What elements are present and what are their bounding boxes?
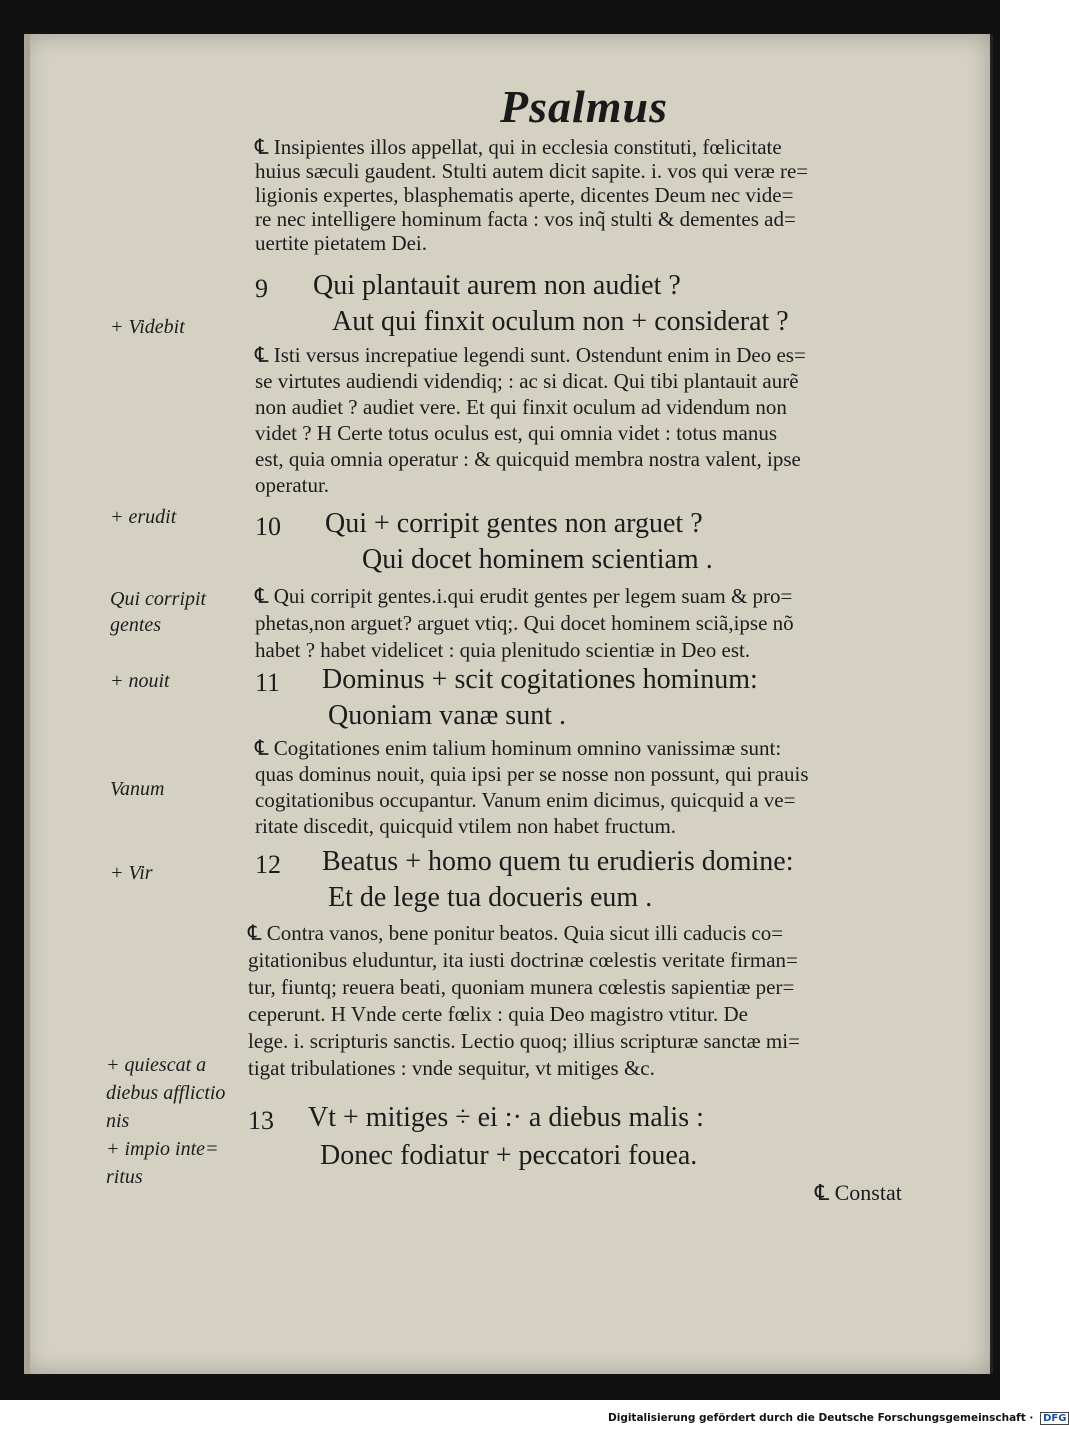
page-title: Psalmus	[500, 81, 669, 132]
commentary-line: ℄ Qui corripit gentes.i.qui erudit gentes per legem suam & pro=	[255, 584, 793, 608]
commentary-line: ℄ Isti versus increpatiue legendi sunt. Ostendunt enim in Deo es=	[255, 343, 806, 367]
verse-line: Dominus + scit cogitationes hominum:	[322, 664, 758, 695]
commentary-line: ritate discedit, quicquid vtilem non habet fructum.	[255, 814, 677, 838]
verse-line: Qui + corripit gentes non arguet ?	[325, 508, 703, 539]
margin-note: + impio inte=	[106, 1138, 219, 1160]
commentary-line: ℄ Contra vanos, bene ponitur beatos. Quia sicut illi caducis co=	[248, 921, 784, 945]
verse-number: 11	[255, 668, 281, 697]
commentary-line: phetas,non arguet? arguet vtiq;. Qui docet hominem sciã,ipse nõ	[255, 611, 794, 635]
commentary-line: se virtutes audiendi videndiq; : ac si dicat. Qui tibi plantauit aurẽ	[255, 369, 799, 393]
dfg-logo: DFG	[1040, 1412, 1069, 1425]
verse-number: 9	[255, 274, 268, 303]
margin-note: + Vir	[110, 862, 153, 884]
verse-line: Qui docet hominem scientiam .	[362, 544, 713, 575]
verse-line: Qui plantauit aurem non audiet ?	[313, 270, 681, 301]
margin-note: + nouit	[110, 670, 170, 692]
commentary-line: ℄ Insipientes illos appellat, qui in ecclesia constituti, fœlicitate	[255, 135, 782, 159]
credit-text: Digitalisierung gefördert durch die Deutsche Forschungsgemeinschaft ·	[608, 1412, 1034, 1424]
commentary-line: re nec intelligere hominum facta : vos inq̃ stulti & dementes ad=	[255, 207, 796, 231]
margin-note: + Videbit	[110, 316, 185, 338]
digitization-credit	[608, 1412, 1069, 1425]
margin-note: nis	[106, 1110, 130, 1132]
commentary-line: ℄ Cogitationes enim talium hominum omnino vanissimæ sunt:	[255, 736, 782, 760]
verse-number: 10	[255, 512, 281, 541]
verse-line: Aut qui finxit oculum non + considerat ?	[332, 306, 789, 337]
margin-note: Qui corripit	[110, 588, 207, 610]
commentary-line: videt ? H Certe totus oculus est, qui omnia videt : totus manus	[255, 421, 778, 445]
commentary-line: est, quia omnia operatur : & quicquid membra nostra valent, ipse	[255, 447, 801, 471]
verse-line: Beatus + homo quem tu erudieris domine:	[322, 846, 794, 877]
catchword: ℄ Constat	[815, 1180, 902, 1205]
margin-note: ritus	[106, 1166, 143, 1188]
commentary-line: ceperunt. H Vnde certe fœlix : quia Deo magistro vtitur. De	[248, 1002, 748, 1026]
verse-number: 13	[248, 1106, 274, 1135]
commentary-line: habet ? habet videlicet : quia plenitudo scientiæ in Deo est.	[255, 638, 751, 662]
commentary-line: quas dominus nouit, quia ipsi per se nosse non possunt, qui prauis	[255, 762, 809, 786]
commentary-line: lege. i. scripturis sanctis. Lectio quoq; illius scripturæ sanctæ mi=	[248, 1029, 800, 1053]
commentary-line: cogitationibus occupantur. Vanum enim dicimus, quicquid a ve=	[255, 788, 796, 812]
margin-note: gentes	[110, 614, 162, 636]
verse-number: 12	[255, 850, 281, 879]
verse-line: Quoniam vanæ sunt .	[328, 700, 566, 731]
margin-note: Vanum	[110, 778, 165, 800]
margin-note: diebus afflictio	[106, 1082, 226, 1104]
verse-line: Vt + mitiges ÷ ei :· a diebus malis :	[308, 1102, 704, 1133]
commentary-line: huius sæculi gaudent. Stulti autem dicit sapite. i. vos qui veræ re=	[255, 159, 809, 183]
commentary-line: tur, fiuntq; reuera beati, quoniam munera cœlestis sapientiæ per=	[248, 975, 795, 999]
margin-note: + quiescat a	[106, 1054, 207, 1076]
verse-line: Donec fodiatur + peccatori fouea.	[320, 1140, 698, 1171]
commentary-line: gitationibus eluduntur, ita iusti doctrinæ cœlestis veritate firman=	[248, 948, 798, 972]
commentary-line: ligionis expertes, blasphematis aperte, dicentes Deum nec vide=	[255, 183, 794, 207]
commentary-line: non audiet ? audiet vere. Et qui finxit oculum ad videndum non	[255, 395, 787, 419]
verse-line: Et de lege tua docueris eum .	[328, 882, 653, 913]
margin-note: + erudit	[110, 506, 177, 528]
commentary-line: operatur.	[255, 473, 330, 497]
commentary-line: tigat tribulationes : vnde sequitur, vt mitiges &c.	[248, 1056, 655, 1080]
commentary-line: uertite pietatem Dei.	[255, 231, 428, 255]
